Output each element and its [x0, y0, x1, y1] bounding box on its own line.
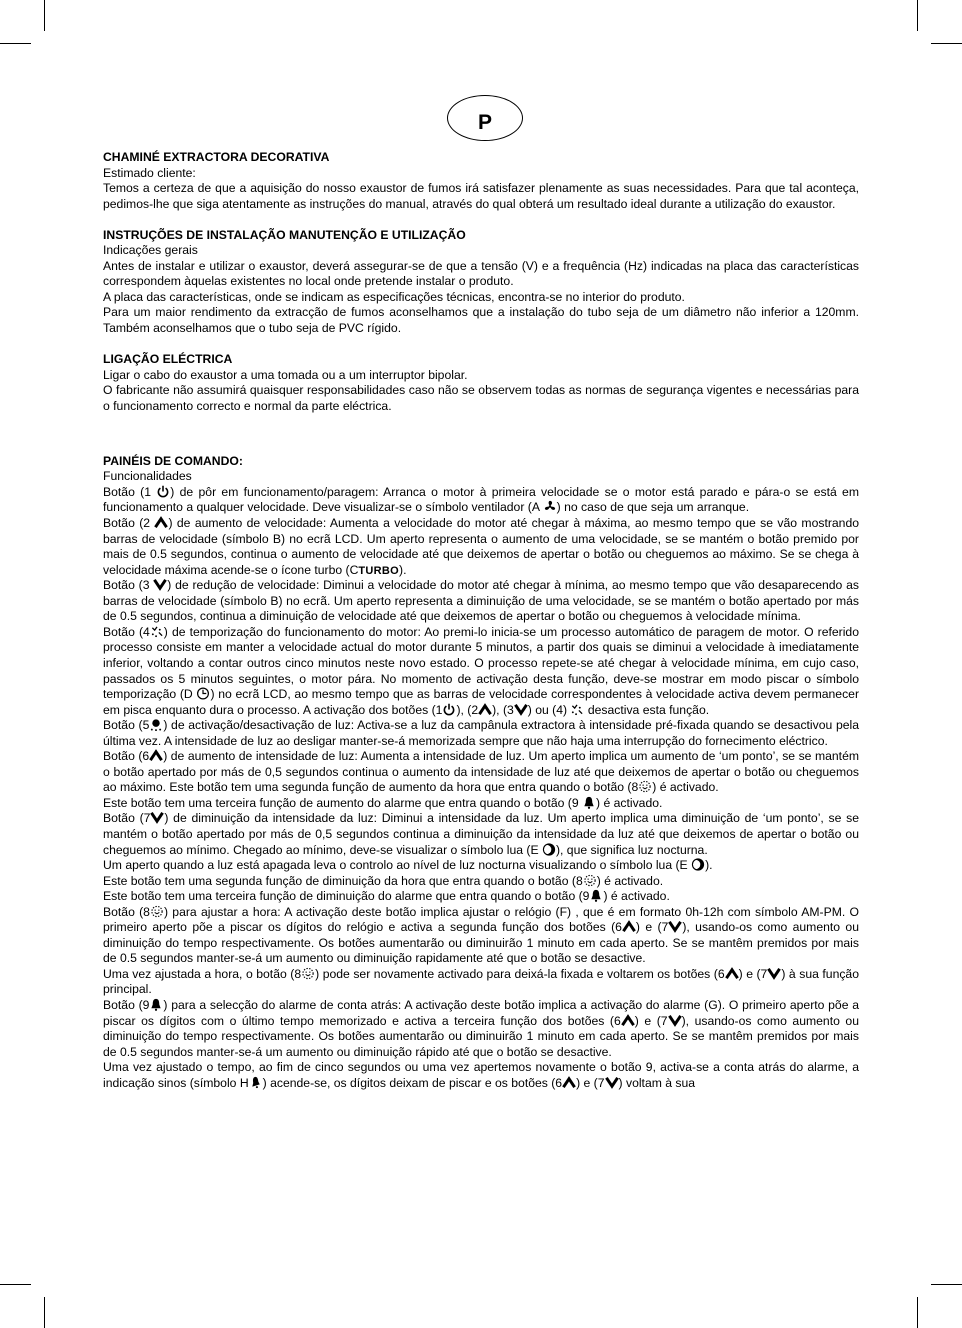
bells-icon — [249, 1076, 263, 1089]
clock-set-icon — [150, 905, 164, 918]
turbo-icon: TURBO — [358, 564, 400, 577]
clock-set-icon — [301, 967, 315, 980]
button-6-third-function: Este botão tem uma terceira função de aumento do alarme que entra quando o botão (9 ) é activado. — [103, 795, 663, 810]
chevron-down-icon — [605, 1076, 619, 1089]
button-7-third-function: Este botão tem uma terceira função de diminuição do alarme que entra quando o botão (9 ) é activado. — [103, 889, 670, 904]
button-5-description: Botão (5 ) de activação/desactivação de luz: Activa-se a luz da campânula extractora à intensidade pré-fixada quando se desactivou pela última vez. A intensidade de luz ao desligar manter-se-á memorizada sempre que não haja uma interrupção do fornecimento eléctrico. — [103, 718, 859, 748]
crop-mark — [931, 43, 962, 44]
chevron-up-icon — [478, 703, 492, 716]
timer-icon — [570, 703, 584, 716]
moon-icon — [691, 858, 705, 871]
bell-icon — [589, 889, 603, 902]
electric-paragraph-1: Ligar o cabo do exaustor a uma tomada ou a um interruptor bipolar. — [103, 367, 468, 382]
chevron-up-icon — [621, 1014, 635, 1027]
crop-mark — [931, 1284, 962, 1285]
intro-paragraph: Temos a certeza de que a aquisição do nosso exaustor de fumos irá satisfazer plenamente as suas necessidades. Para que tal aconteça, pedimos-lhe que siga atentamente as instruções do manual, através do qual obterá um resultado ideal durante a utilização do exaustor. — [103, 181, 859, 211]
chevron-up-icon — [562, 1076, 576, 1089]
install-subheading: Indicações gerais — [103, 243, 198, 258]
fan-icon — [543, 500, 557, 513]
clock-set-icon — [583, 874, 597, 887]
electric-heading: LIGAÇÃO ELÉCTRICA — [103, 352, 233, 367]
button-9-description: Botão (9 ) para a selecção do alarme de conta atrás: A activação deste botão implica a activação do alarme (G). O primeiro aperto põe a piscar os dígitos com o último tempo memorizado e activa a terceira função dos botões (6 ) e (7 ), usando-os como aumento ou diminuição do tempo respectivamente. Os botões aumentarão ou diminuirão 1 minuto em cada aperto. Se se mantêm premidos por mais de 0.5 segundos manter-se-á um aumento ou diminuição rápido até que o botão se desactive. — [103, 997, 859, 1059]
chevron-up-icon — [149, 749, 163, 762]
button-2-description: Botão (2 ) de aumento de velocidade: Aumenta a velocidade do motor até chegar à máxima, ao mesmo tempo que se vão mostrando barras de velocidade (símbolo B) no ecrã LCD. Um aperto representa o aumento de uma velocidade, se se mantém o botão premido por mais de 0.5 segundos, continua o aumento de velocidade até que deixemos de apertar o botão ou cheguemos ao máximo. Se se chega à velocidade máxima acende-se o ícone turbo (CTURBO). — [103, 516, 859, 577]
clock-icon — [196, 687, 210, 700]
electric-paragraph-2: O fabricante não assumirá quaisquer responsabilidades caso não se observem todas as normas de segurança vigentes e necessárias para o funcionamento correcto e normal da parte eléctrica. — [103, 383, 859, 413]
install-paragraph-2: A placa das características, onde se indicam as especificações técnicas, encontra-se no interior do produto. — [103, 289, 685, 304]
chevron-up-icon — [725, 967, 739, 980]
timer-icon — [150, 625, 164, 638]
chevron-down-icon — [150, 811, 164, 824]
install-paragraph-3: Para um maior rendimento da extracção de fumos aconselhamos que a instalação do tubo seja de um diâmetro não inferior a 120mm. Também aconselhamos que o tubo seja de PVC rígido. — [103, 305, 859, 336]
panels-subheading: Funcionalidades — [103, 469, 192, 484]
power-icon — [442, 703, 456, 716]
crop-mark — [44, 1297, 45, 1328]
document-body — [103, 150, 859, 1091]
button-8-description: Botão (8 ) para ajustar a hora: A activação deste botão implica ajustar o relógio (F) , que é em formato 0h-12h com símbolo AM-PM. O primeiro aperto põe a piscar os dígitos do relógio e activa a segunda função dos botões (6 ) e (7 ), usando-os como aumento ou diminuição do tempo respectivamente. Os botões aumentarão ou diminuirão 1 minuto em cada aperto. Se se mantêm premidos por mais de 0.5 segundos manter-se-á um aumento ou diminuição rapidamente até que o botão se desactive. — [103, 904, 859, 966]
chevron-down-icon — [514, 703, 528, 716]
chevron-down-icon — [668, 920, 682, 933]
crop-mark — [0, 43, 31, 44]
install-paragraph-1: Antes de instalar e utilizar o exaustor, deverá assegurar-se de que a tensão (V) e a frequência (Hz) indicadas na placa das características correspondem àquelas existentes no local onde pretende instalar o produto. — [103, 258, 859, 289]
button-1-description: Botão (1 ) de pôr em funcionamento/paragem: Arranca o motor à primeira velocidade se o motor está parado e pára-o se está em funcionamento a qualquer velocidade. Deve visualizar-se o símbolo ventilador (A ) no caso de que seja um arranque. — [103, 484, 859, 515]
button-7-night-light: Um aperto quando a luz está apagada leva o controlo ao nível de luz nocturna visualizando o símbolo lua (E ). — [103, 858, 713, 873]
install-heading: INSTRUÇÕES DE INSTALAÇÃO MANUTENÇÃO E UTILIZAÇÃO — [103, 227, 466, 242]
button-4-description: Botão (4 ) de temporização do funcionamento do motor: Ao premi-lo inicia-se um processo automático de paragem de motor. O referido processo consiste em manter a velocidade actual do motor durante 5 minutos, a partir dos quais se diminui a velocidade à imediatamente inferior, voltando a contar outros cinco minutos neste novo estado. O processo repete-se até chegar à velocidade mínima, em cujo caso, passados os 5 minutos seguintes, o motor pára. No momento de activação desta função, deve-se mostrar em modo piscar o símbolo temporização (D ) no ecrã LCD, ao mesmo tempo que as barras de velocidade correspondentes à velocidade activa devem permanecer em pisca enquanto dura o processo. A activação dos botões (1 ), (2 ), (3 ) ou (4) desactiva esta função. — [103, 624, 860, 717]
chevron-up-icon — [622, 920, 636, 933]
chevron-down-icon — [767, 967, 781, 980]
button-7-second-function: Este botão tem uma segunda função de diminuição da hora que entra quando o botão (8 ) é activado. — [103, 873, 664, 888]
panels-heading: PAINÉIS DE COMANDO: — [103, 453, 243, 468]
crop-mark — [917, 0, 918, 31]
salutation: Estimado cliente: — [103, 165, 196, 180]
button-3-description: Botão (3 ) de redução de velocidade: Diminui a velocidade do motor até chegar à mínima, ao mesmo tempo que vão desaparecendo as barras de velocidade (símbolo B) no ecrã. Um aperto representa a diminuição de uma velocidade, se se mantém o botão apertado por más de 0.5 segundos, continua a diminuição de velocidade até que deixemos de apertar o botão ou cheguemos à velocidade mínima. — [103, 578, 859, 624]
button-8-confirm: Uma vez ajustada a hora, o botão (8 ) pode ser novamente activado para deixá-la fixada e voltarem os botões (6 ) e (7 ) à sua função principal. — [103, 966, 859, 997]
power-icon — [156, 485, 170, 498]
chevron-down-icon — [153, 578, 167, 591]
chevron-down-icon — [668, 1014, 682, 1027]
light-icon — [149, 718, 163, 731]
chevron-up-icon — [154, 516, 168, 529]
clock-set-icon — [638, 780, 652, 793]
bell-icon — [149, 998, 163, 1011]
crop-mark — [44, 0, 45, 31]
document-title: CHAMINÉ EXTRACTORA DECORATIVA — [103, 150, 330, 164]
button-6-description: Botão (6 ) de aumento de intensidade de luz: Aumenta a intensidade de luz. Um aperto implica um aumento de ‘um ponto’, se se mantém o botão apertado por más de 0,5 segundos continua o aumento da intensidade de luz até que deixemos de apertar o botão ou cheguemos ao máximo. Este botão tem uma segunda função de aumento da hora que entra quando o botão (8 ) é activado. — [103, 749, 859, 795]
bell-icon — [582, 796, 596, 809]
crop-mark — [0, 1284, 31, 1285]
language-badge: P — [447, 95, 523, 141]
moon-icon — [542, 843, 556, 856]
crop-mark — [917, 1297, 918, 1328]
button-9-countdown: Uma vez ajustado o tempo, ao fim de cinco segundos ou uma vez apertemos novamente o botão 9, activa-se a conta atrás do alarme, a indicação sinos (símbolo H ) acende-se, os dígitos deixam de piscar e os botões (6 ) e (7 ) voltam à sua — [103, 1060, 859, 1090]
button-7-description: Botão (7 ) de diminuição da intensidade da luz: Diminui a intensidade da luz. Um aperto implica uma diminuição de ‘um ponto’, se se mantém o botão apertado por más de 0,5 segundos continua a diminuição da intensidade da luz até que deixemos de apertar o botão ou cheguemos ao mínimo. Chegado ao mínimo, deve-se visualizar o símbolo lua (E ), que significa luz nocturna. — [103, 811, 859, 857]
